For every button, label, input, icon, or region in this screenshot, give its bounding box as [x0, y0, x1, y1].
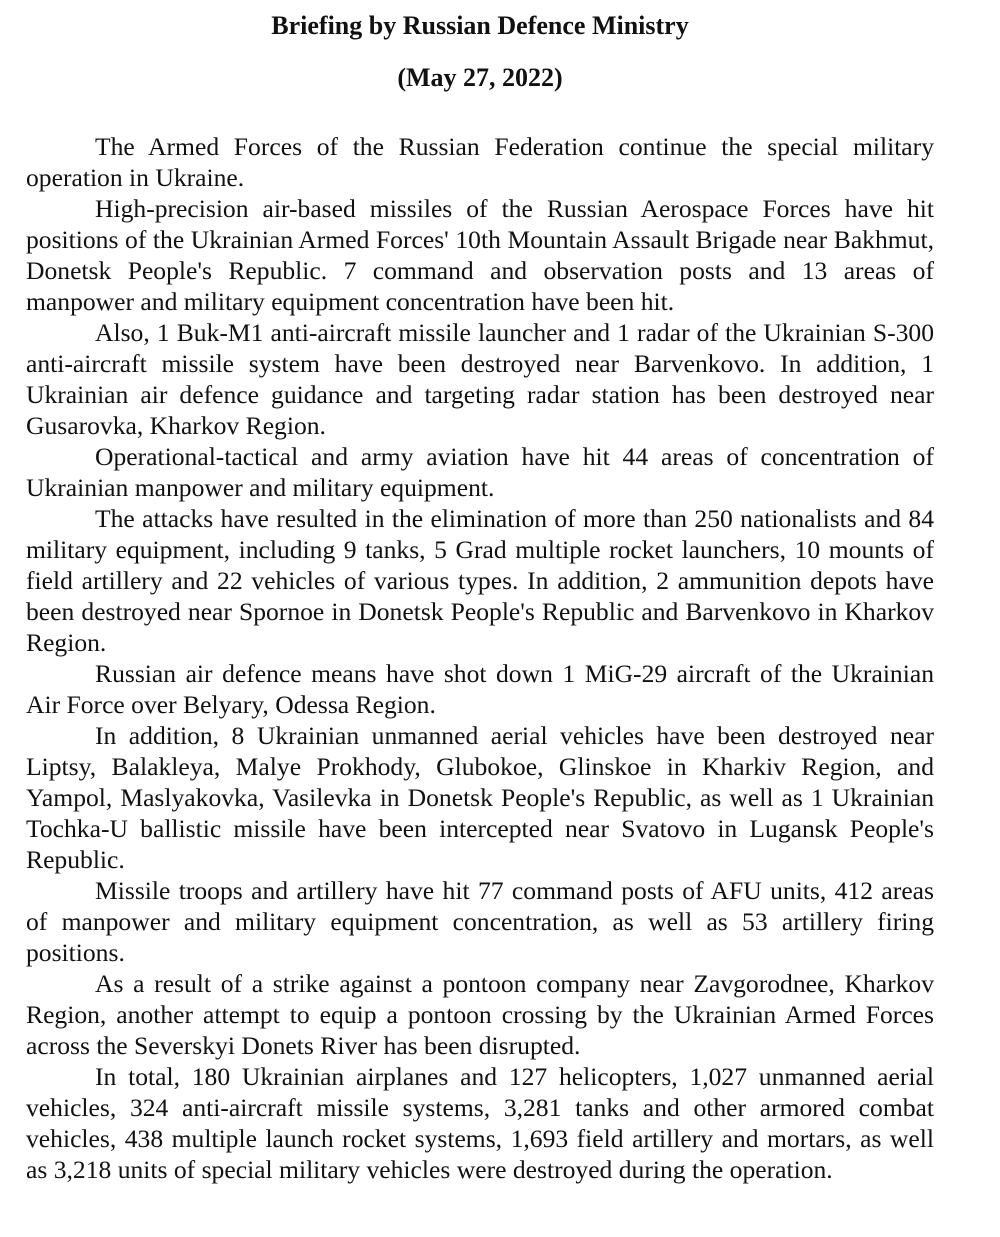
document-page	[26, 0, 934, 1185]
paragraph-intro: The Armed Forces of the Russian Federation continue the special military operation in Ukraine.	[26, 132, 934, 192]
document-body	[26, 131, 934, 1185]
paragraph-totals: In total, 180 Ukrainian airplanes and 127 helicopters, 1,027 unmanned aerial vehicles, 324 anti-aircraft missile systems, 3,281 tanks and other armored combat vehicles, 438 multiple launch rocket systems, 1,693 field artillery and mortars, as well as 3,218 units of special military vehicles were destroyed during the operation.	[26, 1062, 934, 1184]
paragraph-uav: In addition, 8 Ukrainian unmanned aerial vehicles have been destroyed near Liptsy, Balakleya, Malye Prokhody, Glubokoe, Glinskoe in Kharkiv Region, and Yampol, Maslyakovka, Vasilevka in Donetsk People's Republic, as well as 1 Ukrainian Tochka-U ballistic missile have been intercepted near Svatovo in Lugansk People's Republic.	[26, 721, 934, 874]
paragraph-army-aviation: Operational-tactical and army aviation have hit 44 areas of concentration of Ukrainian manpower and military equipment.	[26, 442, 934, 502]
paragraph-mig29: Russian air defence means have shot down 1 MiG-29 aircraft of the Ukrainian Air Force over Belyary, Odessa Region.	[26, 659, 934, 719]
paragraph-attack-results: The attacks have resulted in the elimination of more than 250 nationalists and 84 military equipment, including 9 tanks, 5 Grad multiple rocket launchers, 10 mounts of field artillery and 22 vehicles of various types. In addition, 2 ammunition depots have been destroyed near Spornoe in Donetsk People's Republic and Barvenkovo in Kharkov Region.	[26, 504, 934, 657]
paragraph-missile-troops: Missile troops and artillery have hit 77 command posts of AFU units, 412 areas of manpower and military equipment concentration, as well as 53 artillery firing positions.	[26, 876, 934, 967]
paragraph-air-defence-destroyed: Also, 1 Buk-M1 anti-aircraft missile launcher and 1 radar of the Ukrainian S-300 anti-aircraft missile system have been destroyed near Barvenkovo. In addition, 1 Ukrainian air defence guidance and targeting radar station has been destroyed near Gusarovka, Kharkov Region.	[26, 318, 934, 440]
paragraph-aerospace-strikes: High-precision air-based missiles of the Russian Aerospace Forces have hit positions of the Ukrainian Armed Forces' 10th Mountain Assault Brigade near Bakhmut, Donetsk People's Republic. 7 command and observation posts and 13 areas of manpower and military equipment concentration have been hit.	[26, 194, 934, 316]
document-title: Briefing by Russian Defence Ministry	[271, 11, 689, 40]
paragraph-pontoon: As a result of a strike against a pontoon company near Zavgorodnee, Kharkov Region, another attempt to equip a pontoon crossing by the Ukrainian Armed Forces across the Severskyi Donets River has been disrupted.	[26, 969, 934, 1060]
document-date: (May 27, 2022)	[397, 63, 563, 92]
